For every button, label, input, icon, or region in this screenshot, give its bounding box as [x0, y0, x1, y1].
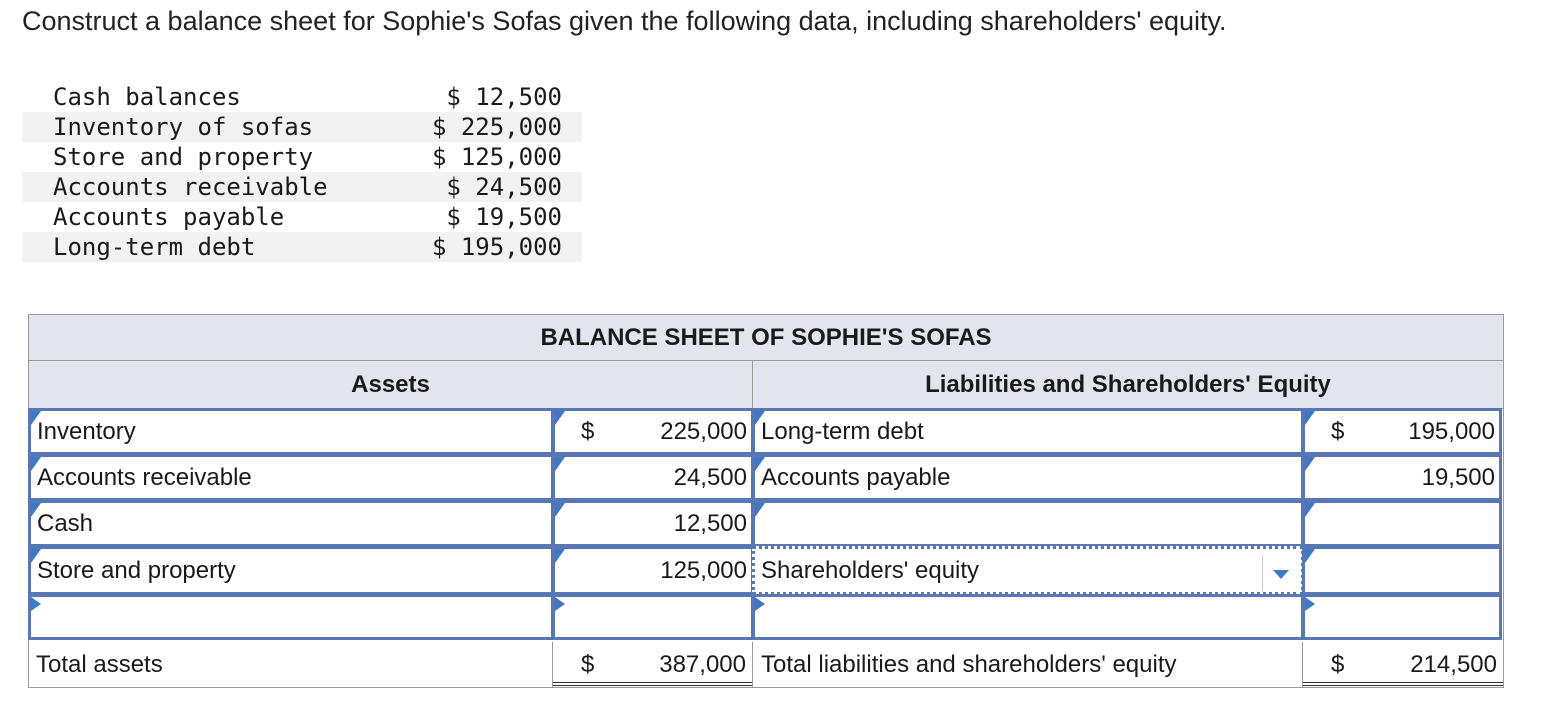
- total-assets-label-text: Total assets: [36, 651, 163, 678]
- liability-label-text: Accounts payable: [761, 463, 951, 491]
- cell-marker-icon: [755, 597, 765, 611]
- chevron-down-icon: [1273, 570, 1289, 579]
- asset-value-text: 24,500: [673, 463, 747, 491]
- liability-label-input-5[interactable]: [752, 594, 1304, 640]
- data-label: Cash balances: [53, 83, 241, 111]
- asset-label-input-2[interactable]: [28, 454, 554, 501]
- asset-label-input-4[interactable]: [28, 546, 554, 595]
- cell-marker-icon: [555, 549, 565, 563]
- asset-value-input-5[interactable]: [552, 594, 754, 640]
- cell-marker-icon: [555, 503, 565, 517]
- data-value: $ 19,500: [446, 203, 562, 231]
- data-row: [22, 172, 582, 202]
- asset-label-text: Store and property: [37, 556, 236, 584]
- liability-label-text: Long-term debt: [761, 417, 924, 445]
- data-value: $ 225,000: [431, 113, 562, 141]
- question-text: Construct a balance sheet for Sophie's Sofas given the following data, including shareholders' equity.: [22, 6, 1227, 36]
- liability-value-input-1[interactable]: [1302, 408, 1502, 455]
- data-label: Inventory of sofas: [53, 113, 314, 141]
- asset-value-text: 12,500: [673, 509, 747, 537]
- cell-marker-icon: [1305, 597, 1315, 611]
- liability-value-input-2[interactable]: [1302, 454, 1502, 501]
- asset-label-input-1[interactable]: [28, 408, 554, 455]
- total-liabilities-label: [753, 642, 1302, 686]
- shareholders-equity-dropdown[interactable]: [752, 546, 1304, 595]
- data-row: [22, 142, 582, 172]
- assets-header: Assets: [29, 361, 753, 409]
- sheet-title: BALANCE SHEET OF SOPHIE'S SOFAS: [29, 315, 1503, 361]
- asset-value-text: 125,000: [660, 556, 747, 584]
- data-label: Store and property: [53, 143, 314, 171]
- asset-value-input-3[interactable]: [552, 500, 754, 547]
- liability-value-input-5[interactable]: [1302, 594, 1502, 640]
- asset-label-text: Cash: [37, 509, 94, 537]
- asset-label-input-3[interactable]: [28, 500, 554, 547]
- total-assets-value: [553, 642, 752, 686]
- given-data-table: [22, 82, 582, 262]
- cell-marker-icon: [555, 411, 565, 425]
- liability-label-input-2[interactable]: [752, 454, 1304, 501]
- cell-marker-icon: [1305, 503, 1315, 517]
- liability-label-text: Shareholders' equity: [761, 556, 980, 584]
- asset-value-input-1[interactable]: [552, 408, 754, 455]
- liability-label-input-1[interactable]: [752, 408, 1304, 455]
- cell-marker-icon: [555, 597, 565, 611]
- total-assets-value-text: 387,000: [659, 651, 746, 678]
- asset-label-text: Inventory: [37, 417, 136, 445]
- cell-marker-icon: [31, 597, 41, 611]
- data-value: $ 24,500: [446, 173, 562, 201]
- asset-label-input-5[interactable]: [28, 594, 554, 640]
- liability-value-text: 19,500: [1421, 463, 1495, 491]
- liability-value-text: 195,000: [1408, 417, 1495, 445]
- currency-symbol: $: [581, 651, 595, 678]
- total-liabilities-value-text: 214,500: [1410, 651, 1497, 678]
- currency-symbol: $: [581, 417, 595, 445]
- data-row: [22, 202, 582, 232]
- data-row: [22, 112, 582, 142]
- liability-value-input-4[interactable]: [1302, 546, 1502, 595]
- data-value: $ 12,500: [446, 83, 562, 111]
- liabilities-header: Liabilities and Shareholders' Equity: [753, 361, 1503, 409]
- liability-value-input-3[interactable]: [1302, 500, 1502, 547]
- cell-marker-icon: [555, 457, 565, 471]
- dropdown-toggle[interactable]: [1262, 555, 1297, 591]
- data-value: $ 125,000: [431, 143, 562, 171]
- currency-symbol: $: [1331, 651, 1345, 678]
- cell-marker-icon: [755, 503, 765, 517]
- total-liabilities-label-text: Total liabilities and shareholders' equity: [761, 651, 1177, 678]
- data-row: [22, 82, 582, 112]
- total-assets-label: [28, 642, 552, 686]
- data-label: Accounts payable: [53, 203, 285, 231]
- liability-label-input-3[interactable]: [752, 500, 1304, 547]
- asset-label-text: Accounts receivable: [37, 463, 252, 491]
- cell-marker-icon: [1305, 411, 1315, 425]
- data-value: $ 195,000: [431, 233, 562, 261]
- cell-marker-icon: [1305, 549, 1315, 563]
- currency-symbol: $: [1331, 417, 1345, 445]
- asset-value-input-4[interactable]: [552, 546, 754, 595]
- data-row: [22, 232, 582, 262]
- total-liabilities-value: [1303, 642, 1503, 686]
- asset-value-text: 225,000: [660, 417, 747, 445]
- data-label: Accounts receivable: [53, 173, 328, 201]
- asset-value-input-2[interactable]: [552, 454, 754, 501]
- data-label: Long-term debt: [53, 233, 256, 261]
- cell-marker-icon: [1305, 457, 1315, 471]
